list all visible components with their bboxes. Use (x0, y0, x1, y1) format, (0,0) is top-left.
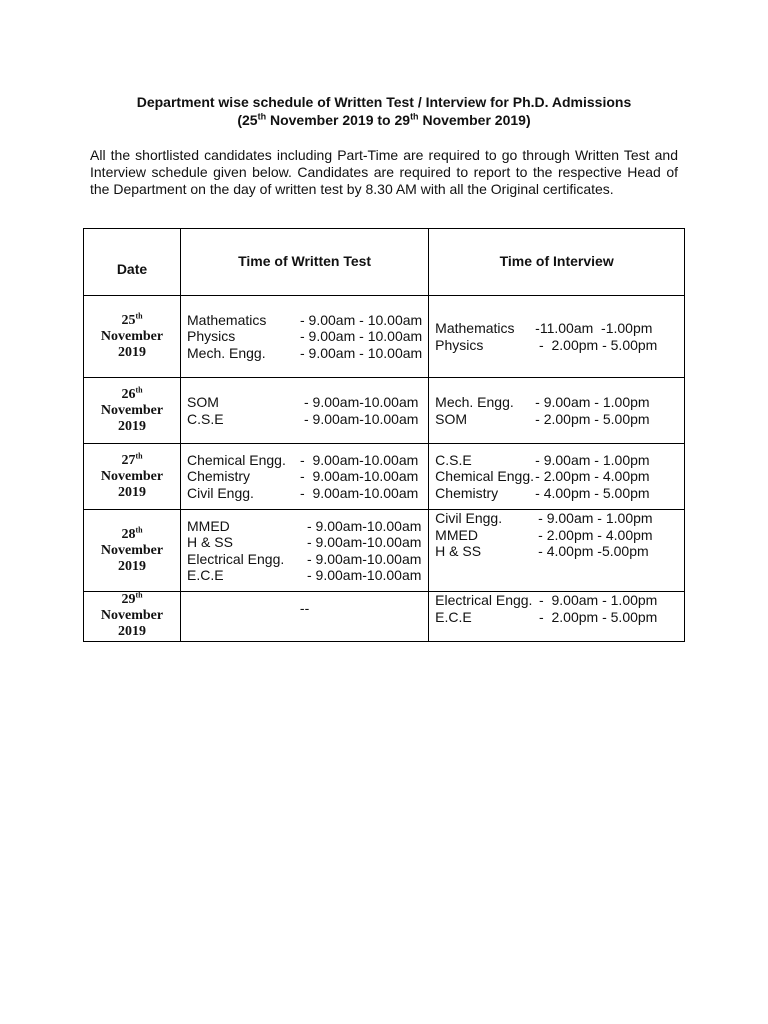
subject-name: Mathematics (187, 311, 267, 328)
time-range: - 9.00am - 1.00pm (535, 451, 650, 468)
date-day: 26 (121, 386, 136, 402)
schedule-entry (435, 394, 678, 411)
date-cell (84, 510, 181, 592)
schedule-entry (187, 345, 422, 362)
schedule-entry (435, 543, 678, 560)
schedule-entry (435, 527, 678, 544)
date-year: 2019 (118, 418, 146, 434)
table-row (84, 296, 685, 378)
subject-name: Mech. Engg. (187, 344, 266, 361)
time-range: -11.00am -1.00pm (535, 320, 653, 336)
document-title: Department wise schedule of Written Test / Interview for Ph.D. Admissions (136, 94, 632, 110)
subject-name: Chemistry (435, 484, 499, 501)
subject-name: SOM (187, 394, 219, 410)
header-written-test: Time of Written Test (181, 229, 429, 296)
header-date: Date (84, 229, 181, 296)
schedule-entry (187, 394, 422, 411)
time-range: - 9.00am-10.00am (300, 468, 419, 485)
date-suffix: th (135, 590, 143, 600)
no-test-placeholder: -- (299, 600, 310, 616)
schedule-entry (187, 534, 422, 551)
table-row (84, 592, 685, 642)
schedule-entry (435, 411, 678, 428)
date-month: November (100, 542, 164, 558)
schedule-entry (187, 468, 422, 485)
subtitle-middle: November 2019 to 29 (266, 112, 411, 128)
date-suffix: th (135, 450, 143, 460)
table-row (84, 378, 685, 444)
subtitle-close: November 2019) (418, 112, 531, 128)
schedule-entry (187, 551, 422, 568)
schedule-entry (435, 452, 678, 469)
schedule-table (83, 228, 685, 642)
subject-name: C.S.E (187, 410, 224, 427)
subject-name: MMED (435, 526, 478, 543)
time-range: - 9.00am-10.00am (307, 550, 422, 567)
date-suffix: th (135, 310, 143, 320)
date-cell (84, 592, 181, 642)
table-header-row (84, 229, 685, 296)
date-day: 27 (121, 452, 136, 468)
date-day: 29 (121, 592, 136, 607)
time-range: - 2.00pm - 5.00pm (535, 608, 658, 625)
date-cell (84, 378, 181, 444)
schedule-entry (187, 452, 422, 469)
subject-name: H & SS (187, 534, 233, 550)
time-range: - 2.00pm - 5.00pm (535, 336, 658, 353)
time-range: - 2.00pm - 5.00pm (535, 410, 650, 427)
subject-name: Chemical Engg. (435, 468, 534, 485)
interview-cell (429, 592, 685, 642)
subject-name: MMED (187, 517, 230, 534)
schedule-entry (435, 510, 678, 527)
time-range: - 9.00am - 10.00am (300, 328, 423, 345)
date-month: November (100, 402, 164, 418)
schedule-entry (187, 485, 422, 502)
schedule-entry (435, 337, 678, 354)
date-year: 2019 (118, 558, 146, 574)
time-range: - 9.00am - 1.00pm (535, 592, 658, 608)
subject-name: Electrical Engg. (187, 550, 285, 567)
subject-name: E.C.E (435, 608, 472, 625)
date-suffix: th (135, 384, 143, 394)
intro-paragraph: All the shortlisted candidates including Part-Time are required to go through Written Test and Interview schedule given below. Candidates are required to report to the respective Head of the Department on the day of written test by 8.30 AM with all the Original certificates. (90, 147, 678, 197)
schedule-entry (435, 468, 678, 485)
time-range: - 9.00am-10.00am (304, 394, 419, 410)
time-range: - 4.00pm - 5.00pm (535, 484, 650, 501)
schedule-entry (187, 518, 422, 535)
subject-name: Physics (187, 328, 236, 345)
schedule-entry (187, 312, 422, 329)
time-range: - 9.00am-10.00am (304, 410, 419, 427)
table-row (84, 510, 685, 592)
schedule-entry (435, 485, 678, 502)
time-range: - 9.00am - 1.00pm (538, 510, 653, 526)
schedule-entry (187, 567, 422, 584)
written-test-cell (181, 444, 429, 510)
date-year: 2019 (118, 484, 146, 500)
subject-name: Civil Engg. (187, 484, 254, 501)
subtitle-sup-start: th (257, 111, 267, 122)
subject-name: Physics (435, 336, 484, 353)
time-range: - 9.00am - 1.00pm (535, 394, 650, 410)
date-suffix: th (135, 524, 143, 534)
time-range: - 9.00am - 10.00am (300, 344, 423, 361)
time-range: - 2.00pm - 4.00pm (535, 468, 650, 485)
subject-name: E.C.E (187, 567, 224, 583)
time-range: - 9.00am-10.00am (307, 534, 422, 550)
subject-name: Chemical Engg. (187, 451, 286, 468)
subject-name: Chemistry (187, 468, 251, 485)
interview-cell (429, 444, 685, 510)
schedule-entry (435, 320, 678, 337)
written-test-cell (181, 510, 429, 592)
header-interview: Time of Interview (429, 229, 685, 296)
date-year: 2019 (118, 624, 146, 639)
time-range: - 4.00pm -5.00pm (538, 543, 649, 559)
subject-name: Electrical Engg. (435, 592, 533, 608)
date-month: November (100, 608, 164, 623)
date-day: 28 (121, 526, 136, 542)
subtitle-sup-end: th (410, 111, 419, 122)
subject-name: Mathematics (435, 320, 515, 336)
schedule-entry (187, 328, 422, 345)
subject-name: H & SS (435, 543, 482, 559)
subject-name: SOM (435, 410, 468, 427)
date-day: 25 (121, 312, 136, 328)
subtitle-open: (25 (237, 112, 258, 128)
time-range: - 9.00am - 10.00am (300, 311, 423, 328)
schedule-entry (435, 609, 678, 626)
time-range: - 9.00am-10.00am (300, 484, 419, 501)
time-range: - 9.00am-10.00am (307, 567, 422, 583)
subject-name: C.S.E (435, 451, 472, 468)
subject-name: Civil Engg. (435, 510, 503, 526)
written-test-cell (181, 592, 429, 642)
time-range: - 9.00am-10.00am (300, 451, 419, 468)
schedule-entry (187, 411, 422, 428)
interview-cell (429, 296, 685, 378)
schedule-entry (435, 592, 678, 609)
time-range: - 2.00pm - 4.00pm (538, 526, 653, 543)
written-test-cell (181, 378, 429, 444)
written-test-cell (181, 296, 429, 378)
date-year: 2019 (118, 344, 146, 360)
date-month: November (100, 468, 164, 484)
interview-cell (429, 510, 685, 592)
subject-name: Mech. Engg. (435, 394, 514, 410)
interview-cell (429, 378, 685, 444)
date-month: November (100, 328, 164, 344)
time-range: - 9.00am-10.00am (307, 517, 422, 534)
document-subtitle (0, 111, 768, 129)
table-row (84, 444, 685, 510)
date-cell (84, 444, 181, 510)
date-cell (84, 296, 181, 378)
